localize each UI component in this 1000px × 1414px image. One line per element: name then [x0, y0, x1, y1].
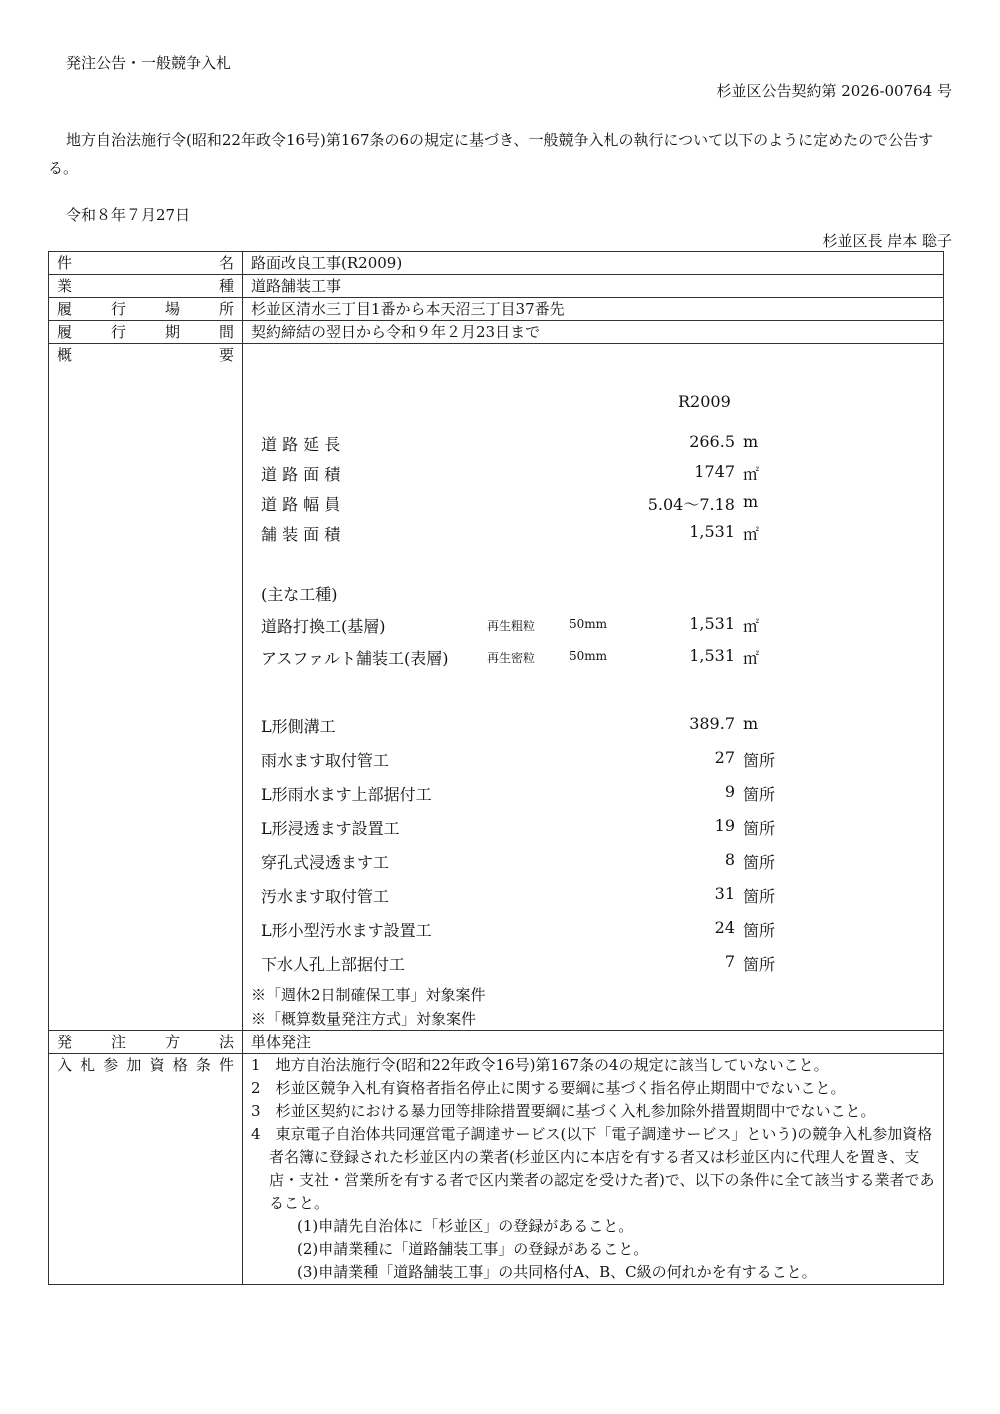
- overview-content: [243, 344, 943, 1030]
- metric-value: 266.5: [689, 432, 735, 451]
- metric-value: 1747: [694, 462, 735, 481]
- metric-name: 舗 装 面 積: [261, 525, 341, 544]
- work-name: 下水人孔上部据付工: [261, 955, 406, 974]
- work-name: L形小型汚水ます設置工: [261, 921, 432, 940]
- overview-code: R2009: [678, 392, 731, 411]
- metric-unit: m: [743, 432, 759, 451]
- note: ※「概算数量発注方式」対象案件: [251, 1010, 477, 1028]
- work-unit: 箇所: [743, 921, 776, 940]
- document-number: 杉並区公告契約第 2026-00764 号: [716, 82, 952, 100]
- qualification-item: 2 杉並区競争入札有資格者指名停止に関する要綱に基づく指名停止期間中でないこと。: [251, 1079, 846, 1097]
- metric-value: 1,531: [689, 522, 735, 541]
- notice-table: [48, 251, 944, 1285]
- work-name: L形側溝工: [261, 717, 336, 736]
- metric-unit: ㎡: [743, 465, 760, 484]
- label-qualification: 入 札 参 加 資 格 条 件: [49, 1054, 243, 1285]
- work-name: L形雨水ます上部据付工: [261, 785, 432, 804]
- qualification-item: 4 東京電子自治体共同運営電子調達サービス(以下「電子調達サービス」という)の競争入札参加資格者名簿に登録された杉並区内の業者(杉並区内に本店を有する者又は杉並区内に代理人を置き、支店・支社・営業所を有する者で区内業者の認定を受けた者)で、以下の条件に全て該当する業者であること。: [251, 1125, 935, 1212]
- work-name: 穿孔式浸透ます工: [261, 853, 390, 872]
- row-overview: [49, 344, 944, 1031]
- value-period: 契約締結の翌日から令和９年２月23日まで: [243, 321, 944, 344]
- main-works-title: (主な工種): [261, 585, 338, 604]
- work-unit: 箇所: [743, 853, 776, 872]
- work-value: 31: [714, 884, 735, 903]
- label-method: 発 注 方 法: [49, 1031, 243, 1054]
- value-location: 杉並区清水三丁目1番から本天沼三丁目37番先: [243, 298, 944, 321]
- row-qualification: [49, 1054, 944, 1285]
- metric-name: 道 路 延 長: [261, 435, 341, 454]
- row-location: [49, 298, 944, 321]
- work-material: 再生密粒: [487, 651, 536, 665]
- row-name: [49, 252, 944, 275]
- work-value: 8: [724, 850, 735, 869]
- work-value: 1,531: [689, 614, 735, 633]
- work-name: L形浸透ます設置工: [261, 819, 400, 838]
- work-value: 389.7: [689, 714, 735, 733]
- work-unit: ㎡: [743, 649, 760, 668]
- value-overview: [243, 344, 944, 1031]
- row-method: [49, 1031, 944, 1054]
- value-qualification: [243, 1054, 944, 1285]
- metric-value: 5.04～7.18: [647, 495, 735, 514]
- work-unit: ㎡: [743, 617, 760, 636]
- work-value: 9: [724, 782, 735, 801]
- label-location: 履 行 場 所: [49, 298, 243, 321]
- document-type: 発注公告・一般競争入札: [66, 54, 232, 72]
- label-overview: 概 要: [49, 344, 243, 1031]
- qualification-sub-item: (1)申請先自治体に「杉並区」の登録があること。: [297, 1217, 634, 1235]
- signer: 杉並区長 岸本 聡子: [822, 232, 952, 250]
- row-period: [49, 321, 944, 344]
- work-name: 汚水ます取付管工: [261, 887, 390, 906]
- work-name: アスファルト舗装工(表層): [261, 649, 449, 668]
- work-unit: 箇所: [743, 955, 776, 974]
- work-thickness: 50mm: [569, 649, 608, 663]
- intro-paragraph: 地方自治法施行令(昭和22年政令16号)第167条の6の規定に基づき、一般競争入札の執行について以下のように定めたので公告する。: [48, 131, 934, 177]
- work-unit: 箇所: [743, 819, 776, 838]
- work-unit: m: [743, 714, 759, 733]
- label-category: 業 種: [49, 275, 243, 298]
- metric-unit: ㎡: [743, 525, 760, 544]
- row-category: [49, 275, 944, 298]
- work-value: 24: [714, 918, 735, 937]
- issue-date: 令和８年７月27日: [66, 206, 191, 224]
- value-name: 路面改良工事(R2009): [243, 252, 944, 275]
- work-unit: 箇所: [743, 785, 776, 804]
- work-name: 道路打換工(基層): [261, 617, 386, 636]
- work-value: 19: [714, 816, 735, 835]
- note: ※「週休2日制確保工事」対象案件: [251, 986, 486, 1004]
- value-method: 単体発注: [243, 1031, 944, 1054]
- work-thickness: 50mm: [569, 617, 608, 631]
- work-value: 1,531: [689, 646, 735, 665]
- work-value: 27: [714, 748, 735, 767]
- metric-name: 道 路 面 積: [261, 465, 341, 484]
- qualification-sub-item: (3)申請業種「道路舗装工事」の共同格付A、B、C級の何れかを有すること。: [297, 1263, 817, 1281]
- label-period: 履 行 期 間: [49, 321, 243, 344]
- value-category: 道路舗装工事: [243, 275, 944, 298]
- metric-unit: m: [743, 492, 759, 511]
- metric-name: 道 路 幅 員: [261, 495, 341, 514]
- work-material: 再生粗粒: [487, 619, 536, 633]
- work-unit: 箇所: [743, 887, 776, 906]
- qualification-item: 1 地方自治法施行令(昭和22年政令16号)第167条の4の規定に該当していないこと。: [251, 1056, 829, 1074]
- qualification-sub-item: (2)申請業種に「道路舗装工事」の登録があること。: [297, 1240, 649, 1258]
- work-value: 7: [724, 952, 735, 971]
- work-unit: 箇所: [743, 751, 776, 770]
- label-name: 件 名: [49, 252, 243, 275]
- qualification-item: 3 杉並区契約における暴力団等排除措置要綱に基づく入札参加除外措置期間中でないこと。: [251, 1102, 876, 1120]
- work-name: 雨水ます取付管工: [261, 751, 390, 770]
